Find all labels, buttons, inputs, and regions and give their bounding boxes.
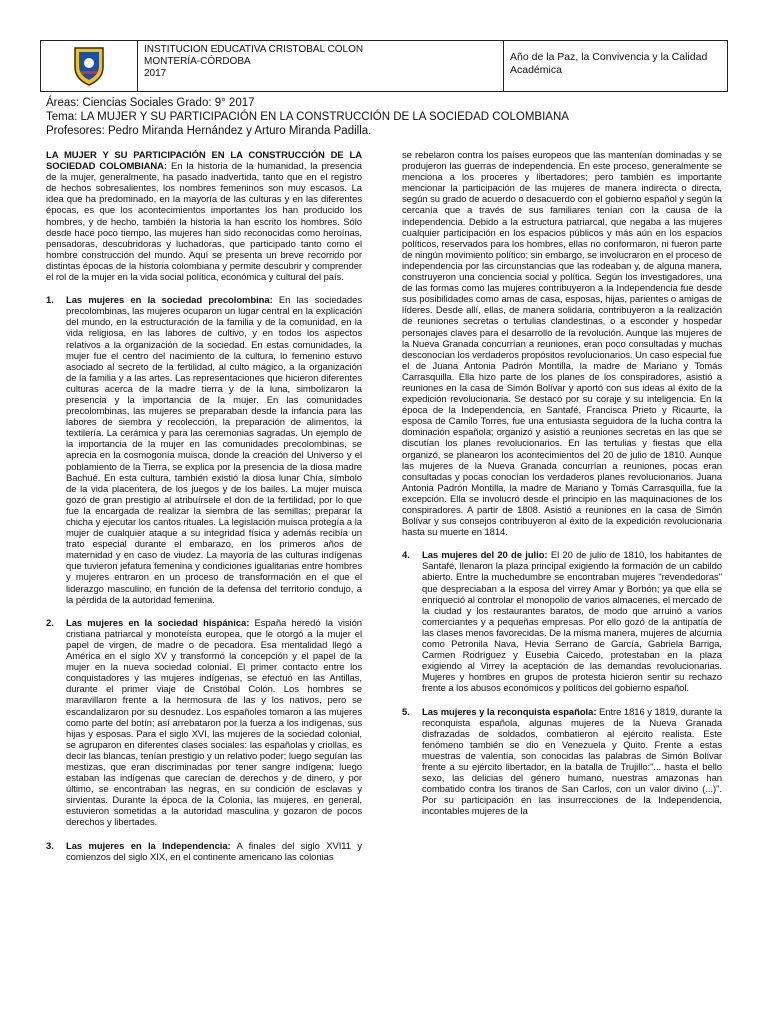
section-5 bbox=[402, 707, 722, 818]
school-crest-icon bbox=[72, 45, 106, 87]
institution-name: INSTITUCION EDUCATIVA CRISTOBAL COLON bbox=[144, 44, 364, 55]
section-title: Las mujeres en la Independencia: bbox=[66, 840, 231, 852]
teachers-line: Profesores: Pedro Miranda Hernández y Arturo Miranda Padilla. bbox=[46, 125, 372, 137]
section-body: A finales del siglo XVI11 y comienzos del siglo XIX, en el continente americano las colonias bbox=[66, 840, 362, 863]
institution-year: 2017 bbox=[144, 68, 167, 79]
intro-paragraph bbox=[46, 150, 362, 283]
section-title: Las mujeres en la sociedad hispánica: bbox=[66, 617, 250, 629]
section-number: 2. bbox=[46, 617, 54, 629]
section-number: 5. bbox=[402, 706, 410, 718]
section-1 bbox=[46, 295, 362, 606]
institution-cell bbox=[138, 41, 504, 91]
left-column bbox=[46, 150, 362, 863]
section-body: Entre 1816 y 1819, durante la reconquista española, algunas mujeres de la Nueva Granada disfrazadas de soldados, combatieron al ejército realista. Este fenómeno también se dio en Venezuela y Quito. Frente a estas muestras de valentía, son conocidas las palabras de Simón Bolívar frente a su ejército libertador, en la batalla de Trujillo:"... hasta el bello sexo, las delicias del género humano, nuestras amazonas han combatido contra los tiranos de San Carlos, con un valor divino (...)". Por su participación en las insurrecciones de la Independencia, incontables mujeres de la bbox=[422, 706, 722, 818]
section-body: España heredó la visión cristiana patriarcal y monoteísta europea, que le otorgó a la mujer el papel de virgen, de madre o de pecadora. Esa mentalidad llegó a América en el siglo XV y transformó la concepción y el papel de la mujer en la nueva sociedad colonial. El primer contacto entre los conquistadores y las mujeres indígenas, se efectuó en las Antillas, durante el primer viaje de Cristóbal Colón. Los hombres se maravillaron frente a la hermosura de las y los nativos, pero se escandalizaron por su desnudez. Los españoles tomaron a las mujeres como parte del botín; así arrebataron por la fuerza a los indígenas, sus hijas y esposas. Para el siglo XVI, las mujeres de la sociedad colonial, se agruparon en diferentes clases sociales: las españolas y criollas, es decir las blancas, tenían prestigio y un relativo poder; luego seguían las mestizas, que eran discriminadas por tener sangre indígena; luego estaban las indígenas que carecían de derechos y de dinero, y por último, se encontraban las negras, en su condición de esclavas y sirvientas. Durante la época de la Colonia, las mujeres, en general, estuvieron sometidas a la autoridad masculina y gozaron de pocos derechos y libertades. bbox=[66, 617, 362, 829]
section-title: Las mujeres en la sociedad precolombina: bbox=[66, 295, 273, 307]
section-number: 4. bbox=[402, 550, 410, 562]
areas-line: Áreas: Ciencias Sociales Grado: 9° 2017 bbox=[46, 97, 255, 109]
motto-cell bbox=[504, 41, 727, 91]
section-body: El 20 de julio de 1810, los habitantes de Santafé, llenaron la plaza principal exigiendo la formación de un cabildo abierto. Entre la muchedumbre se encontraban mujeres "revendedoras" que despreciaban a la esposa del virrey Amar y Borbón; ya que ella se enriqueció al controlar el monopolio de varios almacenes, el mercado de la ciudad y los restaurantes baratos, de modo que arruinó a varios comerciantes y a pequeñas empresas. Por ello gozó de la antipatía de las clases menos favorecidas. De la misma manera, mujeres de alcurnia como Petronila Nava, Hevia Serrano de García, Gabriela Barriga, Carmen Rodríguez y Eusebia Caicedo, protestaban en la plaza exigiendo al Virrey la aceptación de las demandas revolucionarias. Mujeres y hombres en grupos de protesta hicieron sentir su rechazo frente a los abusos económicos y políticos del gobierno español. bbox=[422, 550, 722, 695]
topic-line: Tema: LA MUJER Y SU PARTICIPACIÓN EN LA CONSTRUCCIÓN DE LA SOCIEDAD COLOMBIANA bbox=[46, 111, 569, 123]
right-column bbox=[402, 150, 722, 817]
section-3 bbox=[46, 841, 362, 863]
section-body: En las sociedades precolombinas, las mujeres ocuparon un lugar central en la explicación del mundo, en la estructuración de la familia y de la comunidad, en la vida religiosa, en las labores de cultivo, y en todos los aspectos relativos a la organización de la sociedad. En estas comunidades, la mujer fue el centro del nacimiento de la cultura, lo femenino estuvo asociado al secreto de la fertilidad, al culto mágico, a la organización de la familia y a las artes. Las representaciones que hicieron diferentes culturas acerca de la madre tierra y de la luna, simbolizaron la presencia y la importancia de la mujer. En las comunidades precolombinas, las mujeres se preparaban desde la infancia para las labores de siembra y recolección, la preparación de alimentos, la textilería. La cerámica y para las ceremonias sagradas. Un ejemplo de la importancia de la mujer en las comunidades precolombinas, se aprecia en la cosmogonía muisca, donde la creación del Universo y el poblamiento de la Tierra, se explica por la presencia de la diosa madre Bachué. En esta cultura, también existió la diosa lunar Chía, símbolo de la vida placentera, de los juegos y de los bailes. La mujer muisca gozó de gran prestigio al atribuírsele el don de la fertilidad, por lo que fue la encargada de realizar la siembra de las semillas; preparar la chicha y ejecutar los cantos rituales. La legislación muisca protegía a la mujer de cualquier ataque a su integridad física y además recibía un trato especial durante el embarazo, en los primeros años de maternidad y en caso de viudez. La mayoría de las culturas indígenas que tuvieron jefatura femenina y condiciones igualitarias entre hombres y mujeres entraron en un proceso de transformación en el que el liderazgo masculino, en función de la defensa del territorio condujo, a la pérdida de la autoridad femenina. bbox=[66, 295, 362, 606]
intro-title: LA MUJER Y SU PARTICIPACIÓN EN LA CONSTRUCCIÓN DE LA SOCIEDAD COLOMBIANA: bbox=[46, 150, 362, 173]
document-meta bbox=[46, 96, 736, 138]
section-4 bbox=[402, 550, 722, 694]
logo-cell bbox=[41, 41, 138, 91]
header-table bbox=[40, 40, 728, 92]
motto-text: Año de la Paz, la Convivencia y la Calidad Académica bbox=[510, 51, 708, 76]
section-number: 3. bbox=[46, 840, 54, 852]
section-title: Las mujeres y la reconquista española: bbox=[422, 706, 597, 718]
institution-city: MONTERÍA-CÓRDOBA bbox=[144, 56, 251, 67]
section-3-continuation: se rebelaron contra los países europeos que las mantenían dominadas y se produjeron las guerras de independencia. En este proceso, generalmente se menciona a los proceres y libertadores; pero también es importante mencionar la participación de las mujeres de manera indirecta o directa, según su grado de acuerdo o desacuerdo con el gobierno español y según la cercanía que a través de sus familiares tenían con la causa de la independencia. Debido a la estructura patriarcal, que negaba a las mujeres cualquier participación en los espacios públicos y más aún en los espacios políticos, reservados para los hombres, ellas no conformaron, ni fueron parte de ningún movimiento político; sin embargo, se involucraron en el proceso de independencia por las circunstancias que las rodeaban y, de alguna manera, construyeron una conciencia social y política. Según los investigadores, una de las formas como las mujeres contribuyeron a la Independencia fue desde sus posibilidades como amas de casa, esposas, hijas, parientes o amigas de líderes. Desde allí, ellas, de manera solidaria, contribuyeron a la realización de reuniones secretas o tertulias clandestinas, o a esconder y hospedar personajes claves para el desarrollo de la revolución. Aunque las mujeres de la Nueva Granada concurrían a reuniones, eran poco consultadas y muchas desconocían los verdaderos propósitos revolucionarios. Un caso especial fue el de Juana Antonia Padrón Montilla, la madre de Mariano y Tomás Carrasquilla. Ella hizo parte de los planes de los conspiradores, asistió a reuniones en la casa de Simón Bolívar y aportó con sus ideas al éxito de la expedición revolucionaria. Se destacó por su coraje y su inteligencia. En la época de la Independencia, en Santafé, Francisca Prieto y Ricaurte, la esposa de Camilo Torres, fue una entusiasta seguidora de la lucha contra la dominación española; organizó y asistió a reuniones secretas en las que se discutían los planes revolucionarios. En las tertulias y fiestas que ella organizó, se planearon los acontecimientos del 20 de julio de 1810. Aunque las mujeres de la Nueva Granada concurrían a reuniones, pocas eran consultadas y pocas conocían los verdaderos planes revolucionarios. Juana Antonia Padrón Montilla, la madre de Mariano y Tomás Carrasquilla, fue la excepción. Ella se involucró desde el principio en las maquinaciones de los conspiradores. A partir de 1808. Asistió a reuniones en la casa de Simón Bolívar y sus consejos contribuyeron al éxito de la expedición revolucionaria hasta su muerte en 1814. bbox=[402, 150, 722, 539]
intro-body: En la historia de la humanidad, la presencia de la mujer, generalmente, ha pasado inadvertida, tanto que en el registro de hechos sobresalientes, los nombres femeninos son muy escasos. La idea que ha predominado, en la mayoría de las culturas y en las diferentes épocas, es que los acontecimientos importantes los han producido los hombres, y de hecho, también la historia la han escrito los hombres. Sólo desde hace poco tiempo, las mujeres han sido reconocidas como heroínas, pensadoras, descubridoras y luchadoras, que participado tanto como el hombre construcción del mundo. Aquí se presenta un breve recorrido por distintas épocas de la historia colombiana y permite descubrir y comprender el rol de la mujer en la vida social política, económica y cultural del país. bbox=[46, 161, 362, 284]
section-number: 1. bbox=[46, 295, 54, 307]
section-title: Las mujeres del 20 de julio: bbox=[422, 550, 548, 562]
section-2 bbox=[46, 618, 362, 829]
